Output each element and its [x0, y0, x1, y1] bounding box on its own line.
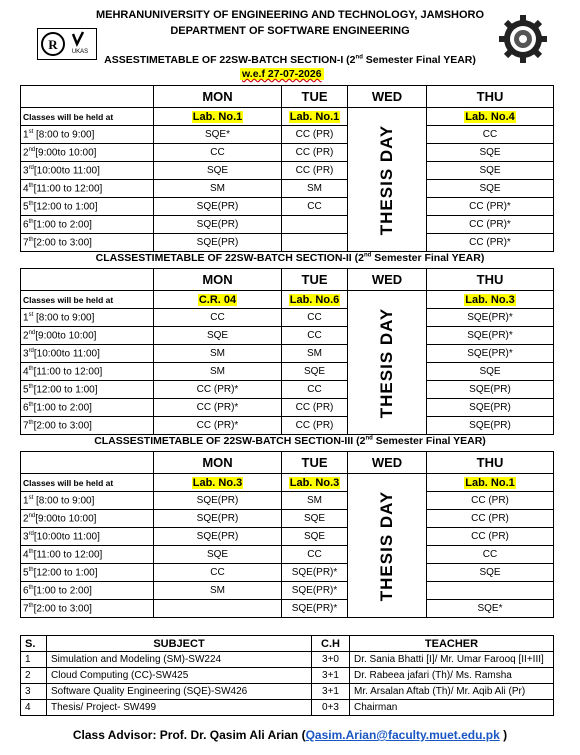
- cell-thu: SQE(PR): [427, 381, 554, 399]
- teacher-name: Dr. Sania Bhatti [I]/ Mr. Umar Farooq [II+III]: [350, 652, 554, 668]
- header-teacher: TEACHER: [350, 636, 554, 652]
- room-mon: Lab. No.1: [154, 108, 282, 126]
- slot-5: 5th[12:00 to 1:00]: [21, 381, 154, 399]
- serial-number: 1: [21, 652, 47, 668]
- cell-tue: SQE(PR)*: [282, 600, 348, 618]
- cell-thu: CC (PR): [427, 492, 554, 510]
- day-tue: TUE: [282, 86, 348, 108]
- slot-7: 7th[2:00 to 3:00]: [21, 600, 154, 618]
- cell-mon: CC: [154, 309, 282, 327]
- cell-thu: CC (PR)*: [427, 234, 554, 252]
- room-tue: Lab. No.1: [282, 108, 348, 126]
- cell-tue: CC (PR): [282, 399, 348, 417]
- timetable-section-1: [20, 85, 554, 252]
- teacher-name: Dr. Rabeea jafari (Th)/ Ms. Ramsha: [350, 668, 554, 684]
- cell-mon: CC (PR)*: [154, 399, 282, 417]
- cell-thu: SQE: [427, 363, 554, 381]
- day-mon: MON: [154, 86, 282, 108]
- classes-label: Classes will be held at: [21, 474, 154, 492]
- subjects-table: [20, 635, 554, 716]
- cell-tue: SQE: [282, 363, 348, 381]
- cell-tue: SQE: [282, 510, 348, 528]
- cell-thu: CC: [427, 546, 554, 564]
- section-1-title: ASSESTIMETABLE OF 22SW-BATCH SECTION-I (2nd Semester Final YEAR): [104, 54, 476, 66]
- slot-3: 3rd[10:00to 11:00]: [21, 345, 154, 363]
- cell-mon: SQE: [154, 162, 282, 180]
- subject-row: [21, 668, 554, 684]
- cell-tue: CC: [282, 198, 348, 216]
- cell-thu: SQE*: [427, 600, 554, 618]
- cell-tue: SQE(PR)*: [282, 564, 348, 582]
- section-2-title: CLASSESTIMETABLE OF 22SW-BATCH SECTION-II (2nd Semester Final YEAR): [95, 252, 485, 264]
- cell-thu: SQE(PR)*: [427, 345, 554, 363]
- credit-hours: 0+3: [312, 700, 350, 716]
- subject-name: Cloud Computing (CC)-SW425: [47, 668, 312, 684]
- serial-number: 3: [21, 684, 47, 700]
- slot-3: 3rd[10:00to 11:00]: [21, 528, 154, 546]
- cell-mon: SQE(PR): [154, 198, 282, 216]
- cell-tue: CC: [282, 381, 348, 399]
- header-blank: [21, 86, 154, 108]
- cell-tue: [282, 216, 348, 234]
- credit-hours: 3+1: [312, 668, 350, 684]
- room-tue: Lab. No.6: [282, 291, 348, 309]
- slot-6: 6th[1:00 to 2:00]: [21, 399, 154, 417]
- cell-mon: CC: [154, 564, 282, 582]
- cell-tue: [282, 234, 348, 252]
- slot-2: 2nd[9:00to 10:00]: [21, 144, 154, 162]
- timetable-section-2: [20, 268, 554, 435]
- cell-thu: CC (PR)*: [427, 198, 554, 216]
- effective-date: w.e.f 27-07-2026: [242, 68, 322, 80]
- slot-2: 2nd[9:00to 10:00]: [21, 510, 154, 528]
- cell-tue: CC (PR): [282, 162, 348, 180]
- room-mon: C.R. 04: [154, 291, 282, 309]
- day-wed: WED: [348, 269, 427, 291]
- section-3-title: CLASSESTIMETABLE OF 22SW-BATCH SECTION-III (2nd Semester Final YEAR): [94, 435, 486, 447]
- subject-row: [21, 700, 554, 716]
- cell-tue: SM: [282, 180, 348, 198]
- classes-label: Classes will be held at: [21, 108, 154, 126]
- cell-thu: SQE: [427, 564, 554, 582]
- cell-tue: CC (PR): [282, 144, 348, 162]
- cell-thu: SQE(PR)*: [427, 309, 554, 327]
- class-advisor: Class Advisor: Prof. Dr. Qasim Ali Arian (Qasim.Arian@faculty.muet.edu.pk ): [72, 728, 508, 742]
- cell-mon: SM: [154, 345, 282, 363]
- ukas-label: UKAS: [71, 49, 89, 55]
- subject-name: Software Quality Engineering (SQE)-SW426: [47, 684, 312, 700]
- cell-thu: CC (PR): [427, 528, 554, 546]
- room-thu: Lab. No.3: [427, 291, 554, 309]
- slot-1: 1st [8:00 to 9:00]: [21, 309, 154, 327]
- cell-mon: SQE(PR): [154, 234, 282, 252]
- svg-text:R: R: [48, 37, 58, 52]
- slot-7: 7th[2:00 to 3:00]: [21, 417, 154, 435]
- day-mon: MON: [154, 452, 282, 474]
- cell-mon: SQE*: [154, 126, 282, 144]
- cell-mon: CC (PR)*: [154, 381, 282, 399]
- room-mon: Lab. No.3: [154, 474, 282, 492]
- cell-mon: SM: [154, 582, 282, 600]
- room-tue: Lab. No.3: [282, 474, 348, 492]
- slot-1: 1st [8:00 to 9:00]: [21, 492, 154, 510]
- cell-mon: CC (PR)*: [154, 417, 282, 435]
- slot-1: 1st [8:00 to 9:00]: [21, 126, 154, 144]
- cell-tue: CC: [282, 327, 348, 345]
- slot-2: 2nd[9:00to 10:00]: [21, 327, 154, 345]
- serial-number: 4: [21, 700, 47, 716]
- thesis-day-cell: THESIS DAY: [348, 108, 427, 252]
- day-tue: TUE: [282, 452, 348, 474]
- room-thu: Lab. No.4: [427, 108, 554, 126]
- slot-4: 4th[11:00 to 12:00]: [21, 180, 154, 198]
- slot-3: 3rd[10:00to 11:00]: [21, 162, 154, 180]
- cell-tue: SM: [282, 345, 348, 363]
- slot-4: 4th[11:00 to 12:00]: [21, 363, 154, 381]
- teacher-name: Chairman: [350, 700, 554, 716]
- day-mon: MON: [154, 269, 282, 291]
- thesis-day-cell: THESIS DAY: [348, 291, 427, 435]
- slot-5: 5th[12:00 to 1:00]: [21, 564, 154, 582]
- cell-mon: SQE(PR): [154, 216, 282, 234]
- cell-mon: SQE: [154, 546, 282, 564]
- cell-thu: SQE(PR): [427, 417, 554, 435]
- day-wed: WED: [348, 452, 427, 474]
- credit-hours: 3+0: [312, 652, 350, 668]
- cell-mon: CC: [154, 144, 282, 162]
- cell-mon: SQE(PR): [154, 510, 282, 528]
- cell-mon: SQE(PR): [154, 528, 282, 546]
- cell-tue: CC (PR): [282, 126, 348, 144]
- cell-thu: SQE(PR): [427, 399, 554, 417]
- university-name: MEHRANUNIVERSITY OF ENGINEERING AND TECHNOLOGY, JAMSHORO: [95, 9, 485, 21]
- cell-mon: [154, 600, 282, 618]
- cell-thu: SQE: [427, 162, 554, 180]
- cell-mon: SM: [154, 363, 282, 381]
- subject-name: Simulation and Modeling (SM)-SW224: [47, 652, 312, 668]
- cell-mon: SQE: [154, 327, 282, 345]
- subject-row: [21, 684, 554, 700]
- day-thu: THU: [427, 452, 554, 474]
- slot-6: 6th[1:00 to 2:00]: [21, 216, 154, 234]
- cell-tue: SQE(PR)*: [282, 582, 348, 600]
- advisor-email-link[interactable]: Qasim.Arian@faculty.muet.edu.pk: [305, 728, 500, 742]
- thesis-day-cell: THESIS DAY: [348, 474, 427, 618]
- room-thu: Lab. No.1: [427, 474, 554, 492]
- classes-label: Classes will be held at: [21, 291, 154, 309]
- slot-5: 5th[12:00 to 1:00]: [21, 198, 154, 216]
- day-tue: TUE: [282, 269, 348, 291]
- day-thu: THU: [427, 86, 554, 108]
- timetable-section-3: [20, 451, 554, 618]
- header-blank: [21, 452, 154, 474]
- department-name: DEPARTMENT OF SOFTWARE ENGINEERING: [170, 25, 410, 37]
- cell-thu: CC (PR)*: [427, 216, 554, 234]
- cell-thu: SQE: [427, 144, 554, 162]
- serial-number: 2: [21, 668, 47, 684]
- cell-tue: CC (PR): [282, 417, 348, 435]
- header-serial: S.: [21, 636, 47, 652]
- header-blank: [21, 269, 154, 291]
- cell-tue: SQE: [282, 528, 348, 546]
- cell-thu: SQE: [427, 180, 554, 198]
- teacher-name: Mr. Arsalan Aftab (Th)/ Mr. Aqib Ali (Pr): [350, 684, 554, 700]
- subject-row: [21, 652, 554, 668]
- subject-name: Thesis/ Project- SW499: [47, 700, 312, 716]
- cell-thu: [427, 582, 554, 600]
- day-wed: WED: [348, 86, 427, 108]
- slot-4: 4th[11:00 to 12:00]: [21, 546, 154, 564]
- slot-6: 6th[1:00 to 2:00]: [21, 582, 154, 600]
- cell-tue: SM: [282, 492, 348, 510]
- slot-7: 7th[2:00 to 3:00]: [21, 234, 154, 252]
- day-thu: THU: [427, 269, 554, 291]
- cell-thu: CC: [427, 126, 554, 144]
- cell-thu: SQE(PR)*: [427, 327, 554, 345]
- cell-mon: SM: [154, 180, 282, 198]
- header-subject: SUBJECT: [47, 636, 312, 652]
- cell-thu: CC (PR): [427, 510, 554, 528]
- cell-tue: CC: [282, 546, 348, 564]
- cell-mon: SQE(PR): [154, 492, 282, 510]
- cell-tue: CC: [282, 309, 348, 327]
- credit-hours: 3+1: [312, 684, 350, 700]
- header-credit-hours: C.H: [312, 636, 350, 652]
